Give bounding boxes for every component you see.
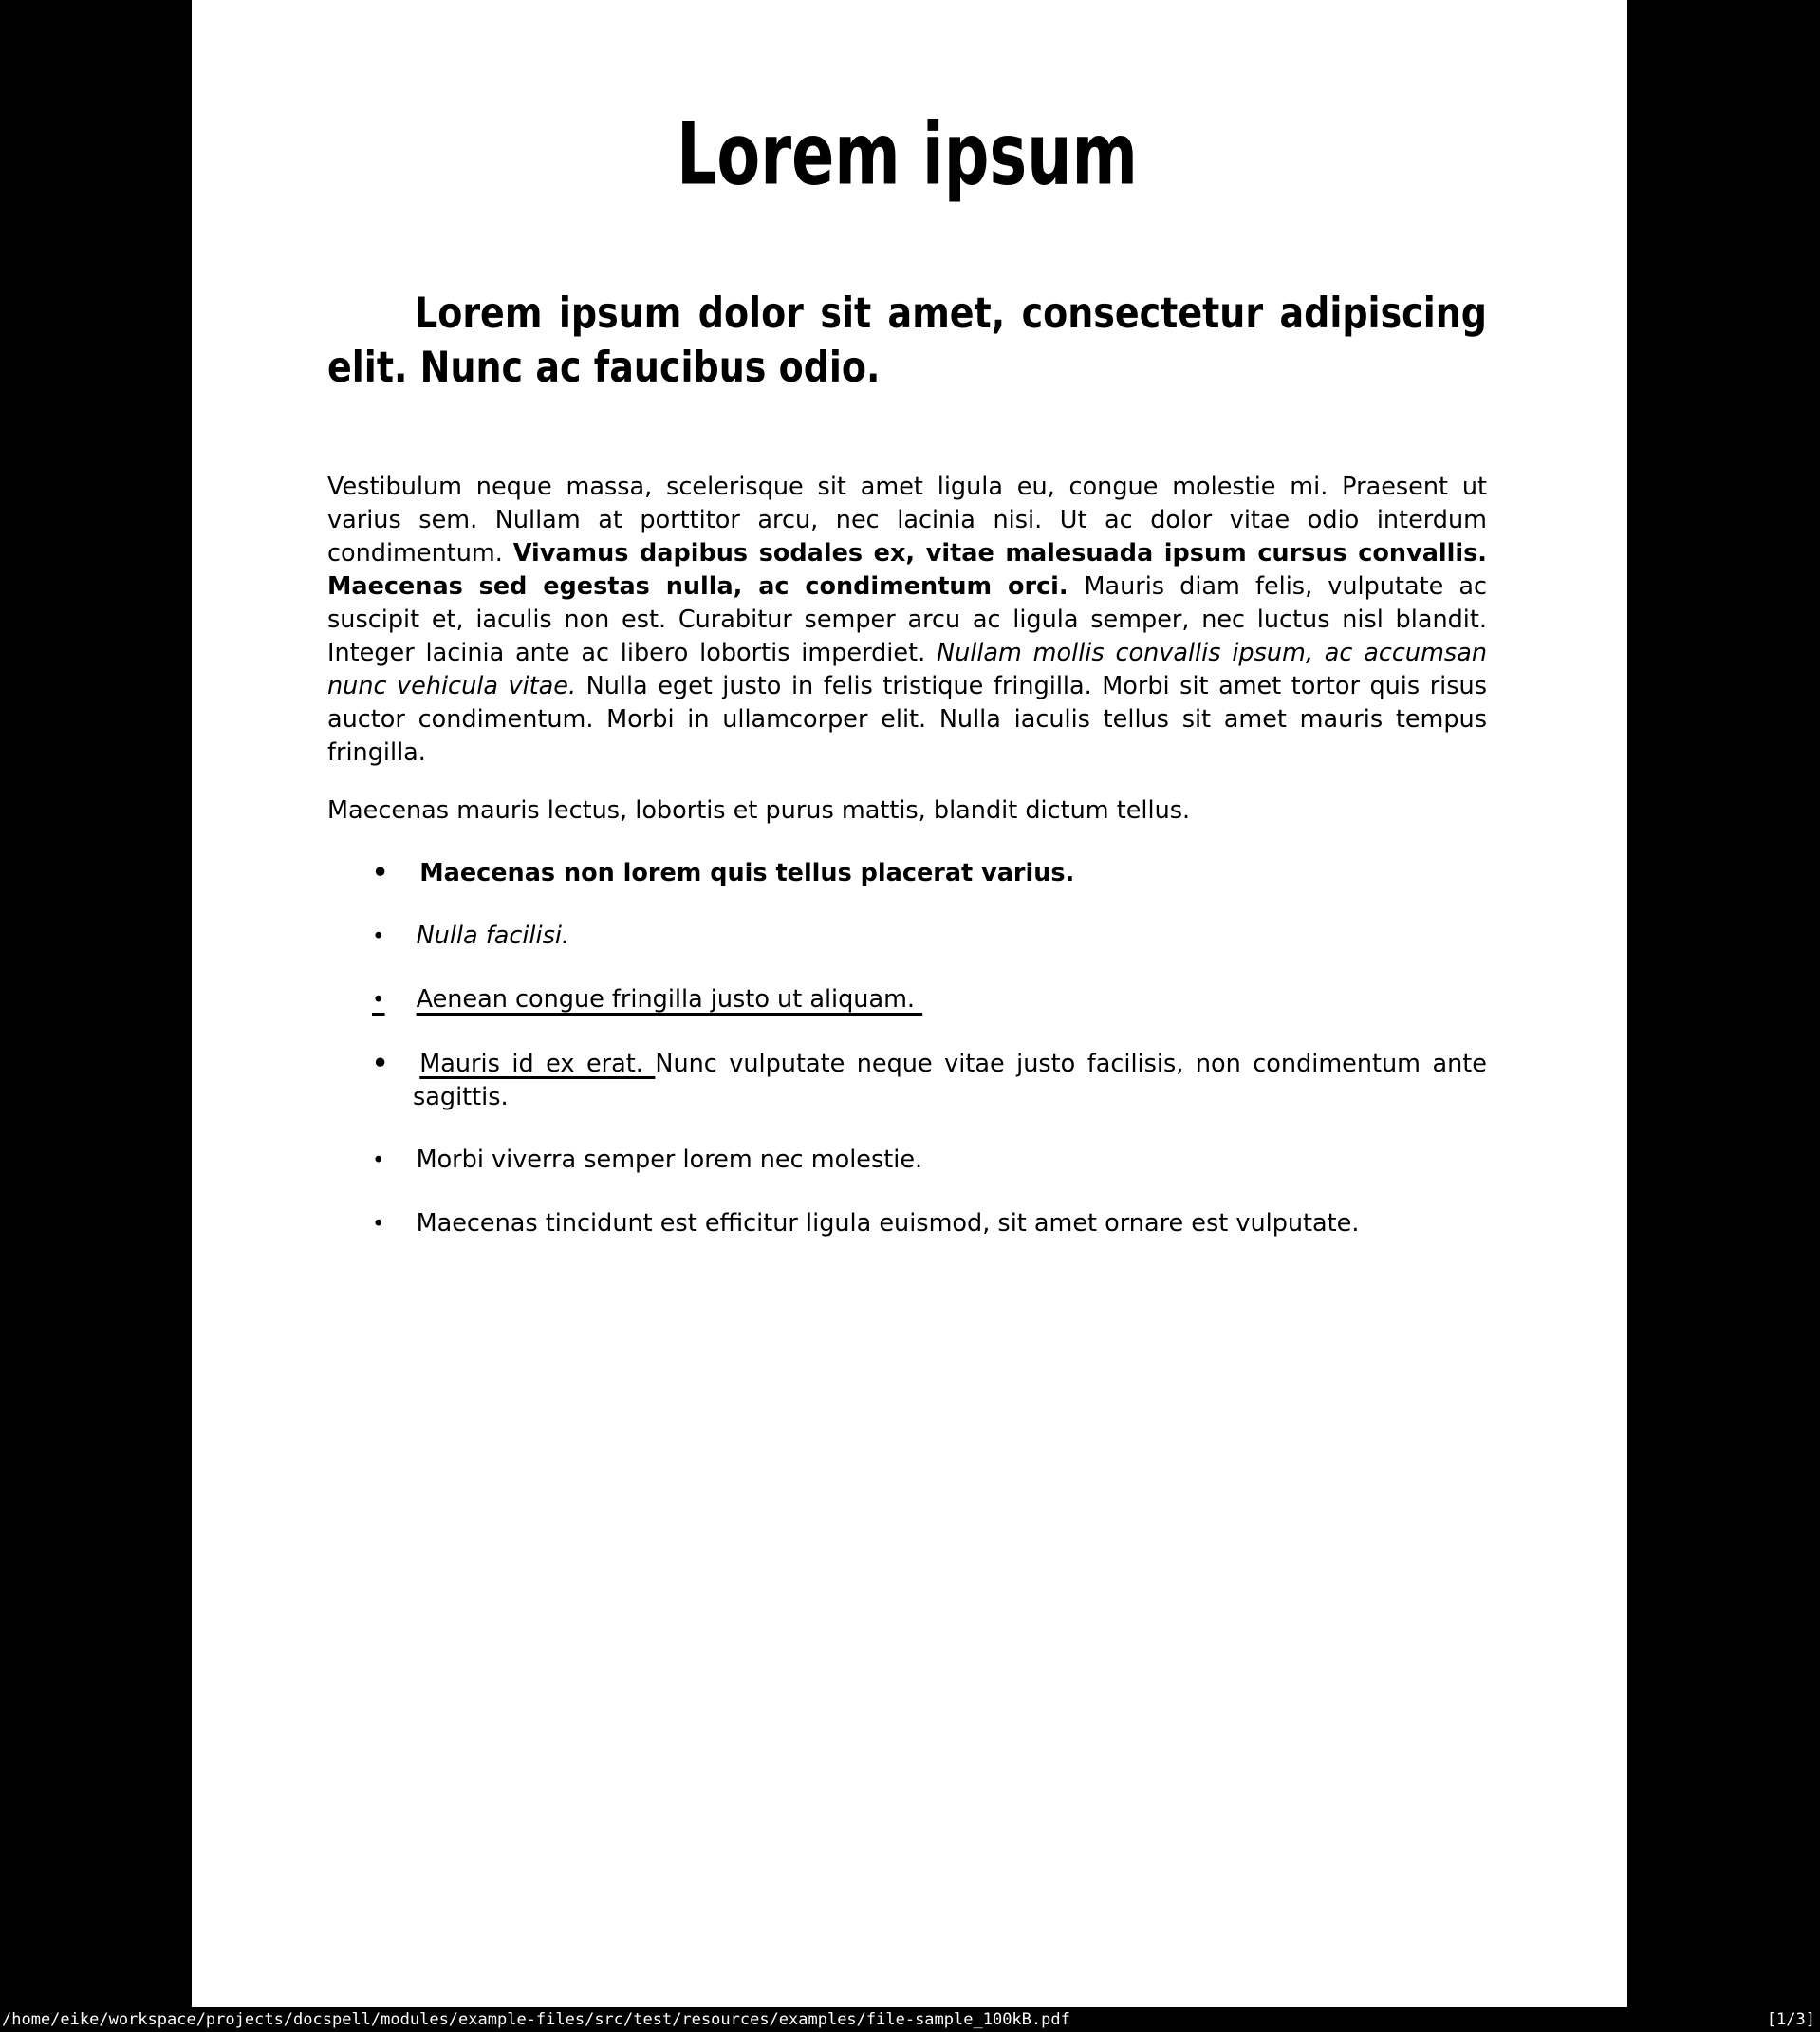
text-run-normal: Mauris diam felis, vulputate ac suscipit et, iaculis non est. Curabitur semper arcu ac ligula semper, nec luctus nisl blandit. Integer lacinia ante ac libero lobortis imperdiet. (327, 572, 1487, 668)
bullet-icon: • (372, 1048, 389, 1078)
text-run-bold: Maecenas non lorem quis tellus placerat varius. (419, 858, 1075, 887)
text-run-bold: Vivamus dapibus sodales ex, vitae malesuada ipsum cursus convallis. Maecenas sed egestas nulla, ac condimentum orci. (327, 539, 1487, 602)
text-run-normal: Maecenas tincidunt est efficitur ligula euismod, sit amet ornare est vulputate. (416, 1208, 1360, 1238)
bullet-icon: • (372, 1147, 385, 1173)
bullet-icon: • (372, 1211, 385, 1237)
page-content (192, 105, 1627, 1241)
list-item-line (372, 922, 569, 950)
list-item (327, 1144, 1487, 1178)
bullet-icon: • (372, 987, 385, 1013)
text-run-normal: Nunc vulputate neque vitae justo facilisis, non condimentum ante sagittis. (413, 1049, 1487, 1111)
text-run-normal: Aenean congue fringilla justo ut aliquam. (416, 984, 923, 1014)
list-item (327, 1207, 1487, 1241)
statusbar-file-path: /home/eike/workspace/projects/docspell/modules/example-files/src/test/resources/examples/file-sample_100kB.pdf (2, 2010, 1070, 2029)
document-title-text: Lorem ipsum (676, 105, 1139, 205)
list-item (327, 1047, 1487, 1114)
list-item-line (372, 1146, 922, 1174)
text-run-underline: Mauris id ex erat. (419, 1049, 656, 1078)
text-run-normal: Nulla eget justo in felis tristique fringilla. Morbi sit amet tortor quis risus auctor condimentum. Morbi in ullamcorper elit. Nulla iaculis tellus sit amet mauris tempus fringilla. (327, 672, 1488, 768)
document-heading: Lorem ipsum dolor sit amet, consectetur adipiscing elit. Nunc ac faucibus odio. (327, 289, 1487, 392)
list-item (327, 983, 1487, 1017)
bullet-icon: • (372, 857, 389, 887)
bullet-list (327, 856, 1487, 1241)
list-item (327, 856, 1487, 890)
pdf-page-canvas[interactable] (192, 0, 1627, 2007)
text-run-normal: Morbi viverra semper lorem nec molestie. (416, 1145, 923, 1174)
list-item (327, 920, 1487, 954)
text-run-italic: Nullam mollis convallis ipsum, ac accumsan nunc vehicula vitae. (327, 639, 1487, 701)
text-run-italic: Nulla facilisi. (416, 921, 570, 950)
list-item-line (372, 1050, 1487, 1111)
body-paragraph-1 (327, 471, 1487, 770)
document-title (327, 105, 1487, 205)
statusbar (0, 2007, 1820, 2032)
statusbar-page-indicator: [1/3] (1766, 2010, 1815, 2029)
list-item-line (372, 859, 1074, 887)
list-item-line (372, 1209, 1359, 1238)
text-run-normal: Vestibulum neque massa, scelerisque sit amet ligula eu, congue molestie mi. Praesent ut varius sem. Nullam at porttitor arcu, nec lacinia nisi. Ut ac dolor vitae odio interdum condimentum. (327, 473, 1487, 569)
bullet-icon: • (372, 923, 385, 949)
list-item-line (372, 985, 922, 1014)
body-paragraph-2: Maecenas mauris lectus, lobortis et purus mattis, blandit dictum tellus. (327, 795, 1191, 825)
